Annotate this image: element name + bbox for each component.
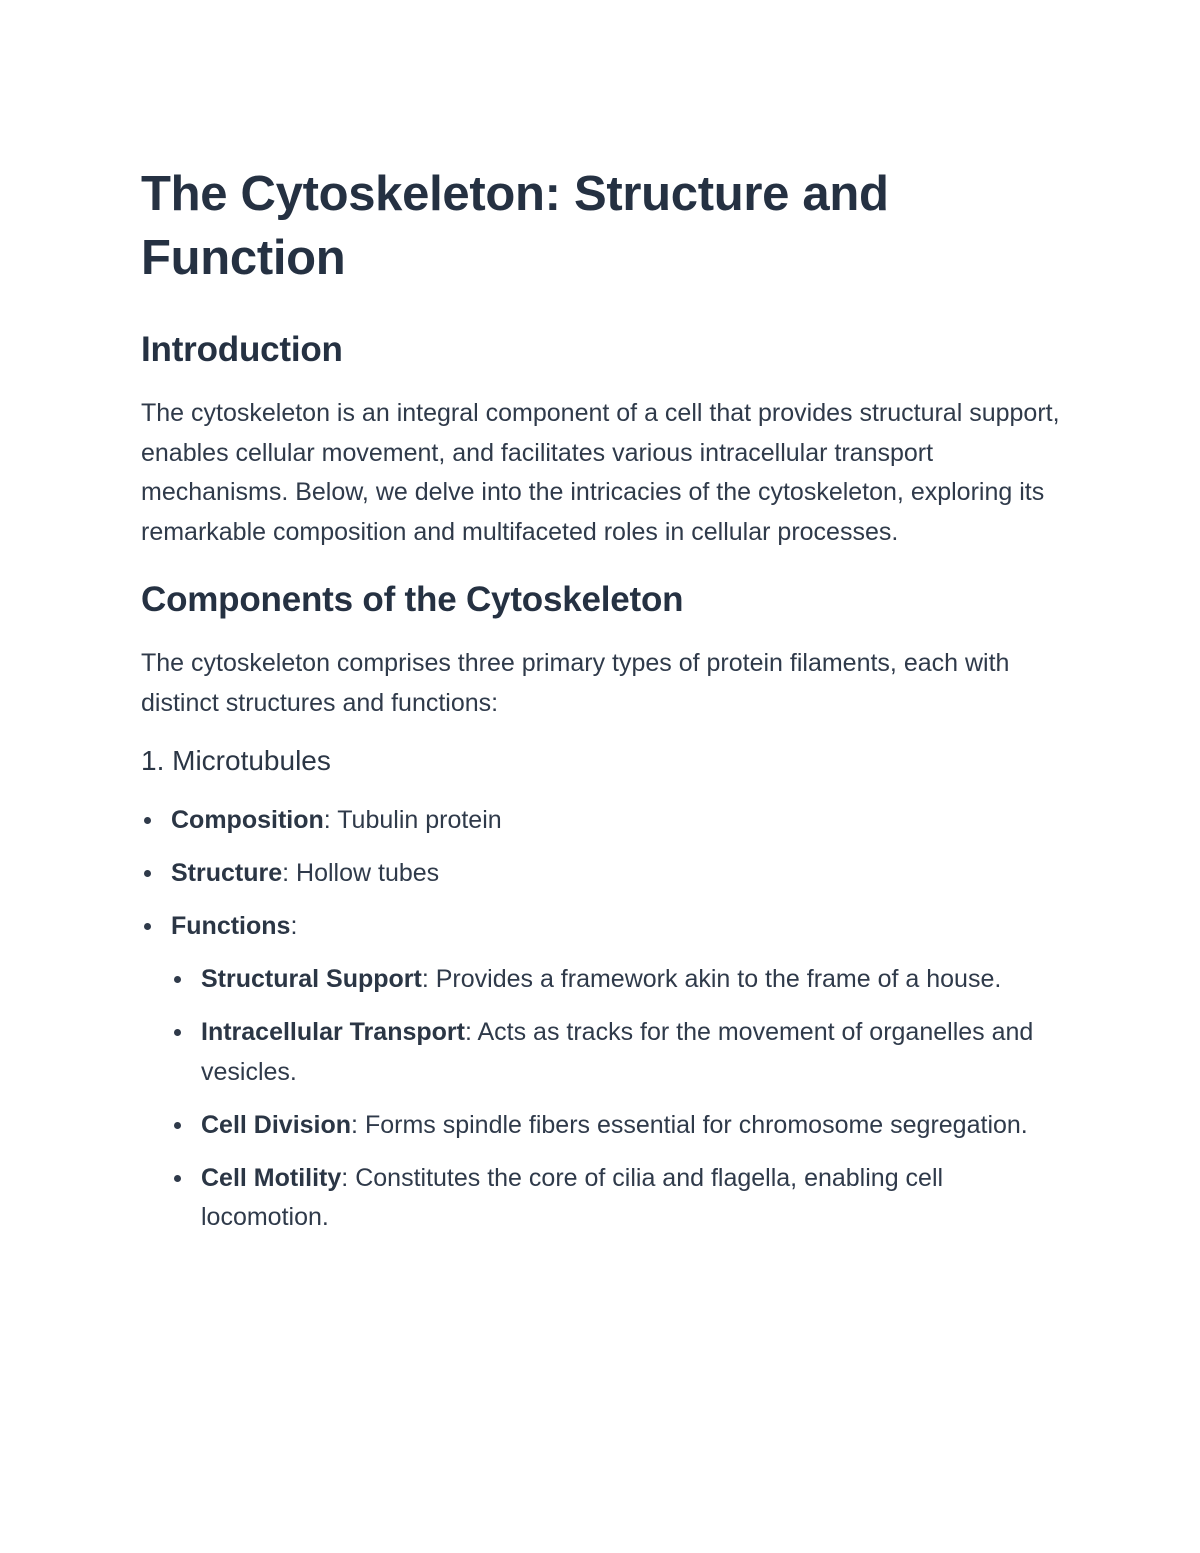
- list-item-label: Composition: [171, 806, 324, 834]
- list-item-separator: :: [323, 806, 338, 834]
- list-item-value: Hollow tubes: [296, 859, 440, 887]
- section-heading-introduction: Introduction: [141, 330, 343, 369]
- list-item-structure: [141, 854, 1071, 894]
- sublist-item-separator: :: [341, 1163, 356, 1192]
- list-item-label: Functions: [171, 912, 291, 940]
- sublist-item-label: Intracellular Transport: [201, 1018, 465, 1046]
- functions-sublist: [171, 960, 1071, 1238]
- sublist-item-value: Provides a framework akin to the frame of a house.: [435, 965, 1002, 993]
- list-item-functions: [141, 907, 1071, 1238]
- introduction-paragraph: The cytoskeleton is an integral component of a cell that provides structural support, enables cellular movement, and facilitates various intracellular transport mechanisms. Below, we delve into the intricacies of the cytoskeleton, exploring its remarkable composition and multifaceted roles in cellular processes.: [141, 399, 1060, 546]
- sublist-item-value: Constitutes the core of cilia and flagella, enabling cell locomotion.: [201, 1163, 944, 1231]
- sublist-item-structural-support: [171, 960, 1071, 1000]
- list-item-label: Structure: [171, 859, 283, 887]
- page-title: The Cytoskeleton: Structure and Function: [141, 167, 889, 285]
- document-page: [141, 162, 1071, 1251]
- sublist-item-label: Cell Division: [201, 1110, 352, 1139]
- sublist-item-value: Acts as tracks for the movement of organelles and vesicles.: [201, 1018, 1034, 1086]
- components-paragraph: The cytoskeleton comprises three primary types of protein filaments, each with distinct structures and functions:: [141, 649, 1010, 717]
- sublist-item-value: Forms spindle fibers essential for chromosome segregation.: [364, 1110, 1028, 1139]
- subsection-heading-microtubules: 1. Microtubules: [141, 745, 331, 776]
- sublist-item-cell-motility: [171, 1159, 1071, 1238]
- sublist-item-label: Structural Support: [201, 965, 422, 993]
- section-heading-components: Components of the Cytoskeleton: [141, 580, 684, 619]
- sublist-item-separator: :: [464, 1018, 478, 1046]
- list-item-value: Tubulin protein: [337, 806, 502, 834]
- list-item-separator: :: [282, 859, 297, 887]
- list-item-composition: [141, 801, 1071, 841]
- list-item-separator: :: [290, 912, 298, 940]
- sublist-item-cell-division: [171, 1106, 1071, 1146]
- microtubules-list: [141, 801, 1071, 1238]
- sublist-item-label: Cell Motility: [201, 1163, 342, 1192]
- sublist-item-separator: :: [421, 965, 436, 993]
- sublist-item-separator: :: [351, 1110, 365, 1139]
- sublist-item-intracellular-transport: [171, 1013, 1071, 1092]
